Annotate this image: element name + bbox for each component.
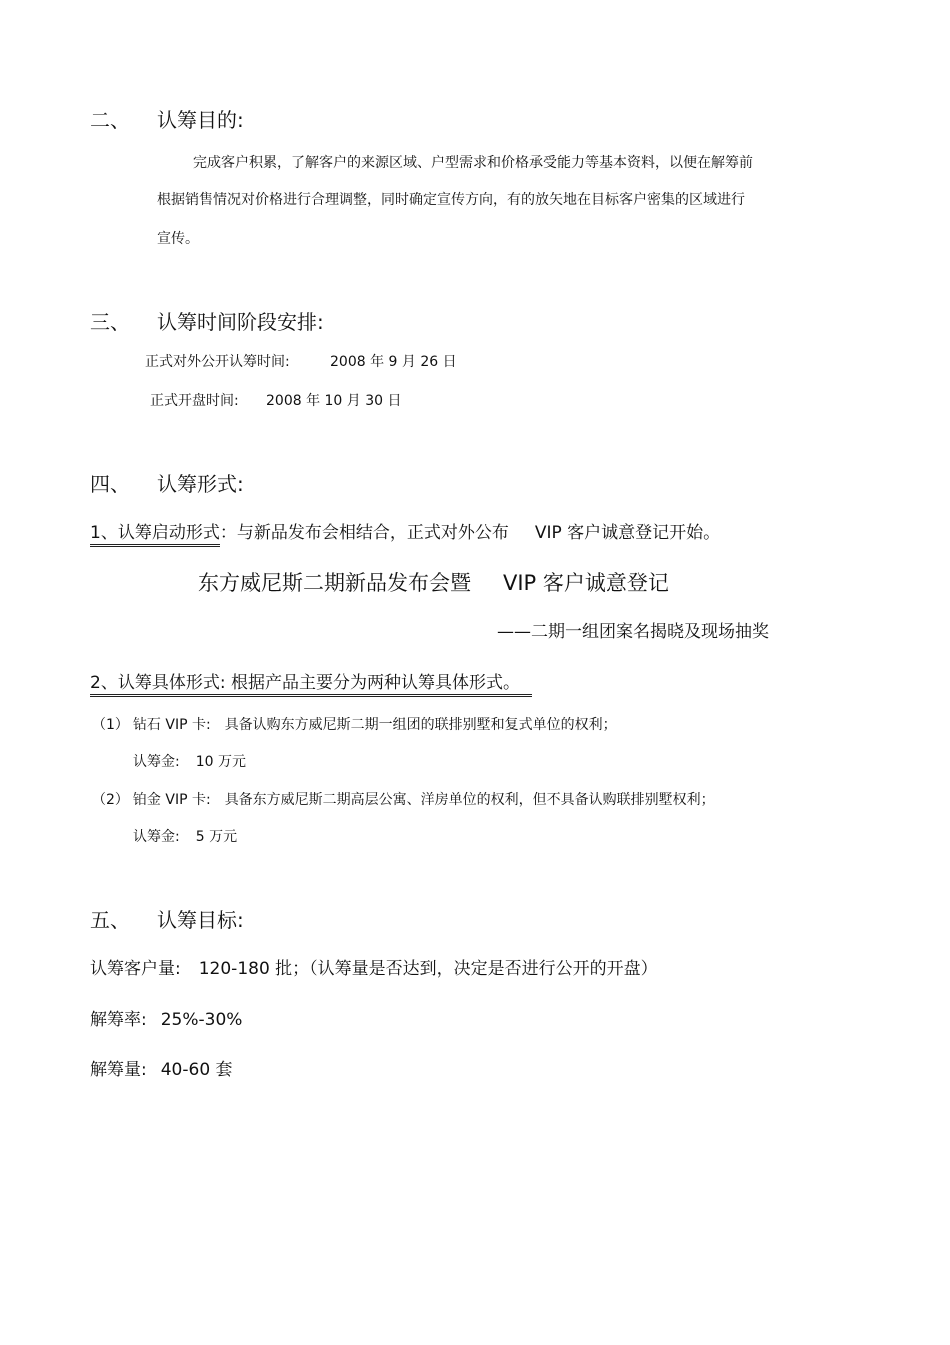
section-3-number: 三、 [90,310,130,334]
card-1-number: （1） [92,717,129,733]
section-2-title: 认筹目的: [157,108,244,132]
card-1-deposit [133,751,246,771]
launch-form-text-vip: VIP 客户诚意登记开始。 [534,523,721,543]
section-5-number: 五、 [90,908,130,932]
card-2-deposit [133,826,237,846]
card-2-deposit-label: 认筹金: [133,829,180,845]
event-title-part-a: 东方威尼斯二期新品发布会暨 [198,571,471,595]
section-4-number: 四、 [90,472,130,496]
card-1-line [92,714,617,734]
card-2-description: 具备东方威尼斯二期高层公寓、洋房单位的权利，但不具备认购联排别墅权利； [224,792,715,808]
target-customers-value: 120-180 批；（认筹量是否达到，决定是否进行公开的开盘） [198,959,658,979]
release-rate-line [90,1005,242,1030]
card-1-description: 具备认购东方威尼斯二期一组团的联排别墅和复式单位的权利； [224,717,617,733]
section-2-line-1: 完成客户积累，了解客户的来源区域、户型需求和价格承受能力等基本资料，以便在解筹前 [193,155,753,171]
target-customers-line [90,954,658,979]
release-amount-line [90,1055,233,1080]
opening-time-value: 2008 年 10 月 30 日 [266,393,402,409]
card-2-name: 铂金 VIP 卡: [132,792,211,808]
release-rate-label: 解筹率: [90,1010,147,1030]
section-3-title: 认筹时间阶段安排: [157,310,324,334]
section-2-number: 二、 [90,108,130,132]
launch-form-line [90,518,720,543]
card-2-deposit-value: 5 万元 [195,829,238,845]
card-1-name: 钻石 VIP 卡: [132,717,211,733]
specific-form-text: 2、认筹具体形式: 根据产品主要分为两种认筹具体形式。 [90,673,532,697]
card-1-deposit-value: 10 万元 [195,754,246,770]
card-2-number: （2） [92,792,129,808]
event-title-part-b: VIP 客户诚意登记 [503,571,669,595]
public-subscription-time-label: 正式对外公开认筹时间: [145,354,290,370]
target-customers-label: 认筹客户量: [90,959,181,979]
section-5-title: 认筹目标: [157,908,244,932]
event-title [198,567,669,597]
event-subtitle: ——二期一组团案名揭晓及现场抽奖 [497,622,769,642]
public-subscription-time-value: 2008 年 9 月 26 日 [330,354,457,370]
section-2-line-3: 宣传。 [157,231,199,247]
release-amount-label: 解筹量: [90,1060,147,1080]
release-rate-value: 25%-30% [160,1010,243,1030]
specific-form-line [90,668,532,693]
section-2-line-2: 根据销售情况对价格进行合理调整，同时确定宣传方向，有的放矢地在目标客户密集的区域进行 [157,192,745,208]
launch-form-label: 1、认筹启动形式 [90,523,220,547]
launch-form-text: ：与新品发布会相结合，正式对外公布 [219,523,509,543]
opening-time-label: 正式开盘时间: [150,393,239,409]
card-2-line [92,789,715,809]
release-amount-value: 40-60 套 [160,1060,233,1080]
card-1-deposit-label: 认筹金: [133,754,180,770]
section-4-title: 认筹形式: [157,472,244,496]
